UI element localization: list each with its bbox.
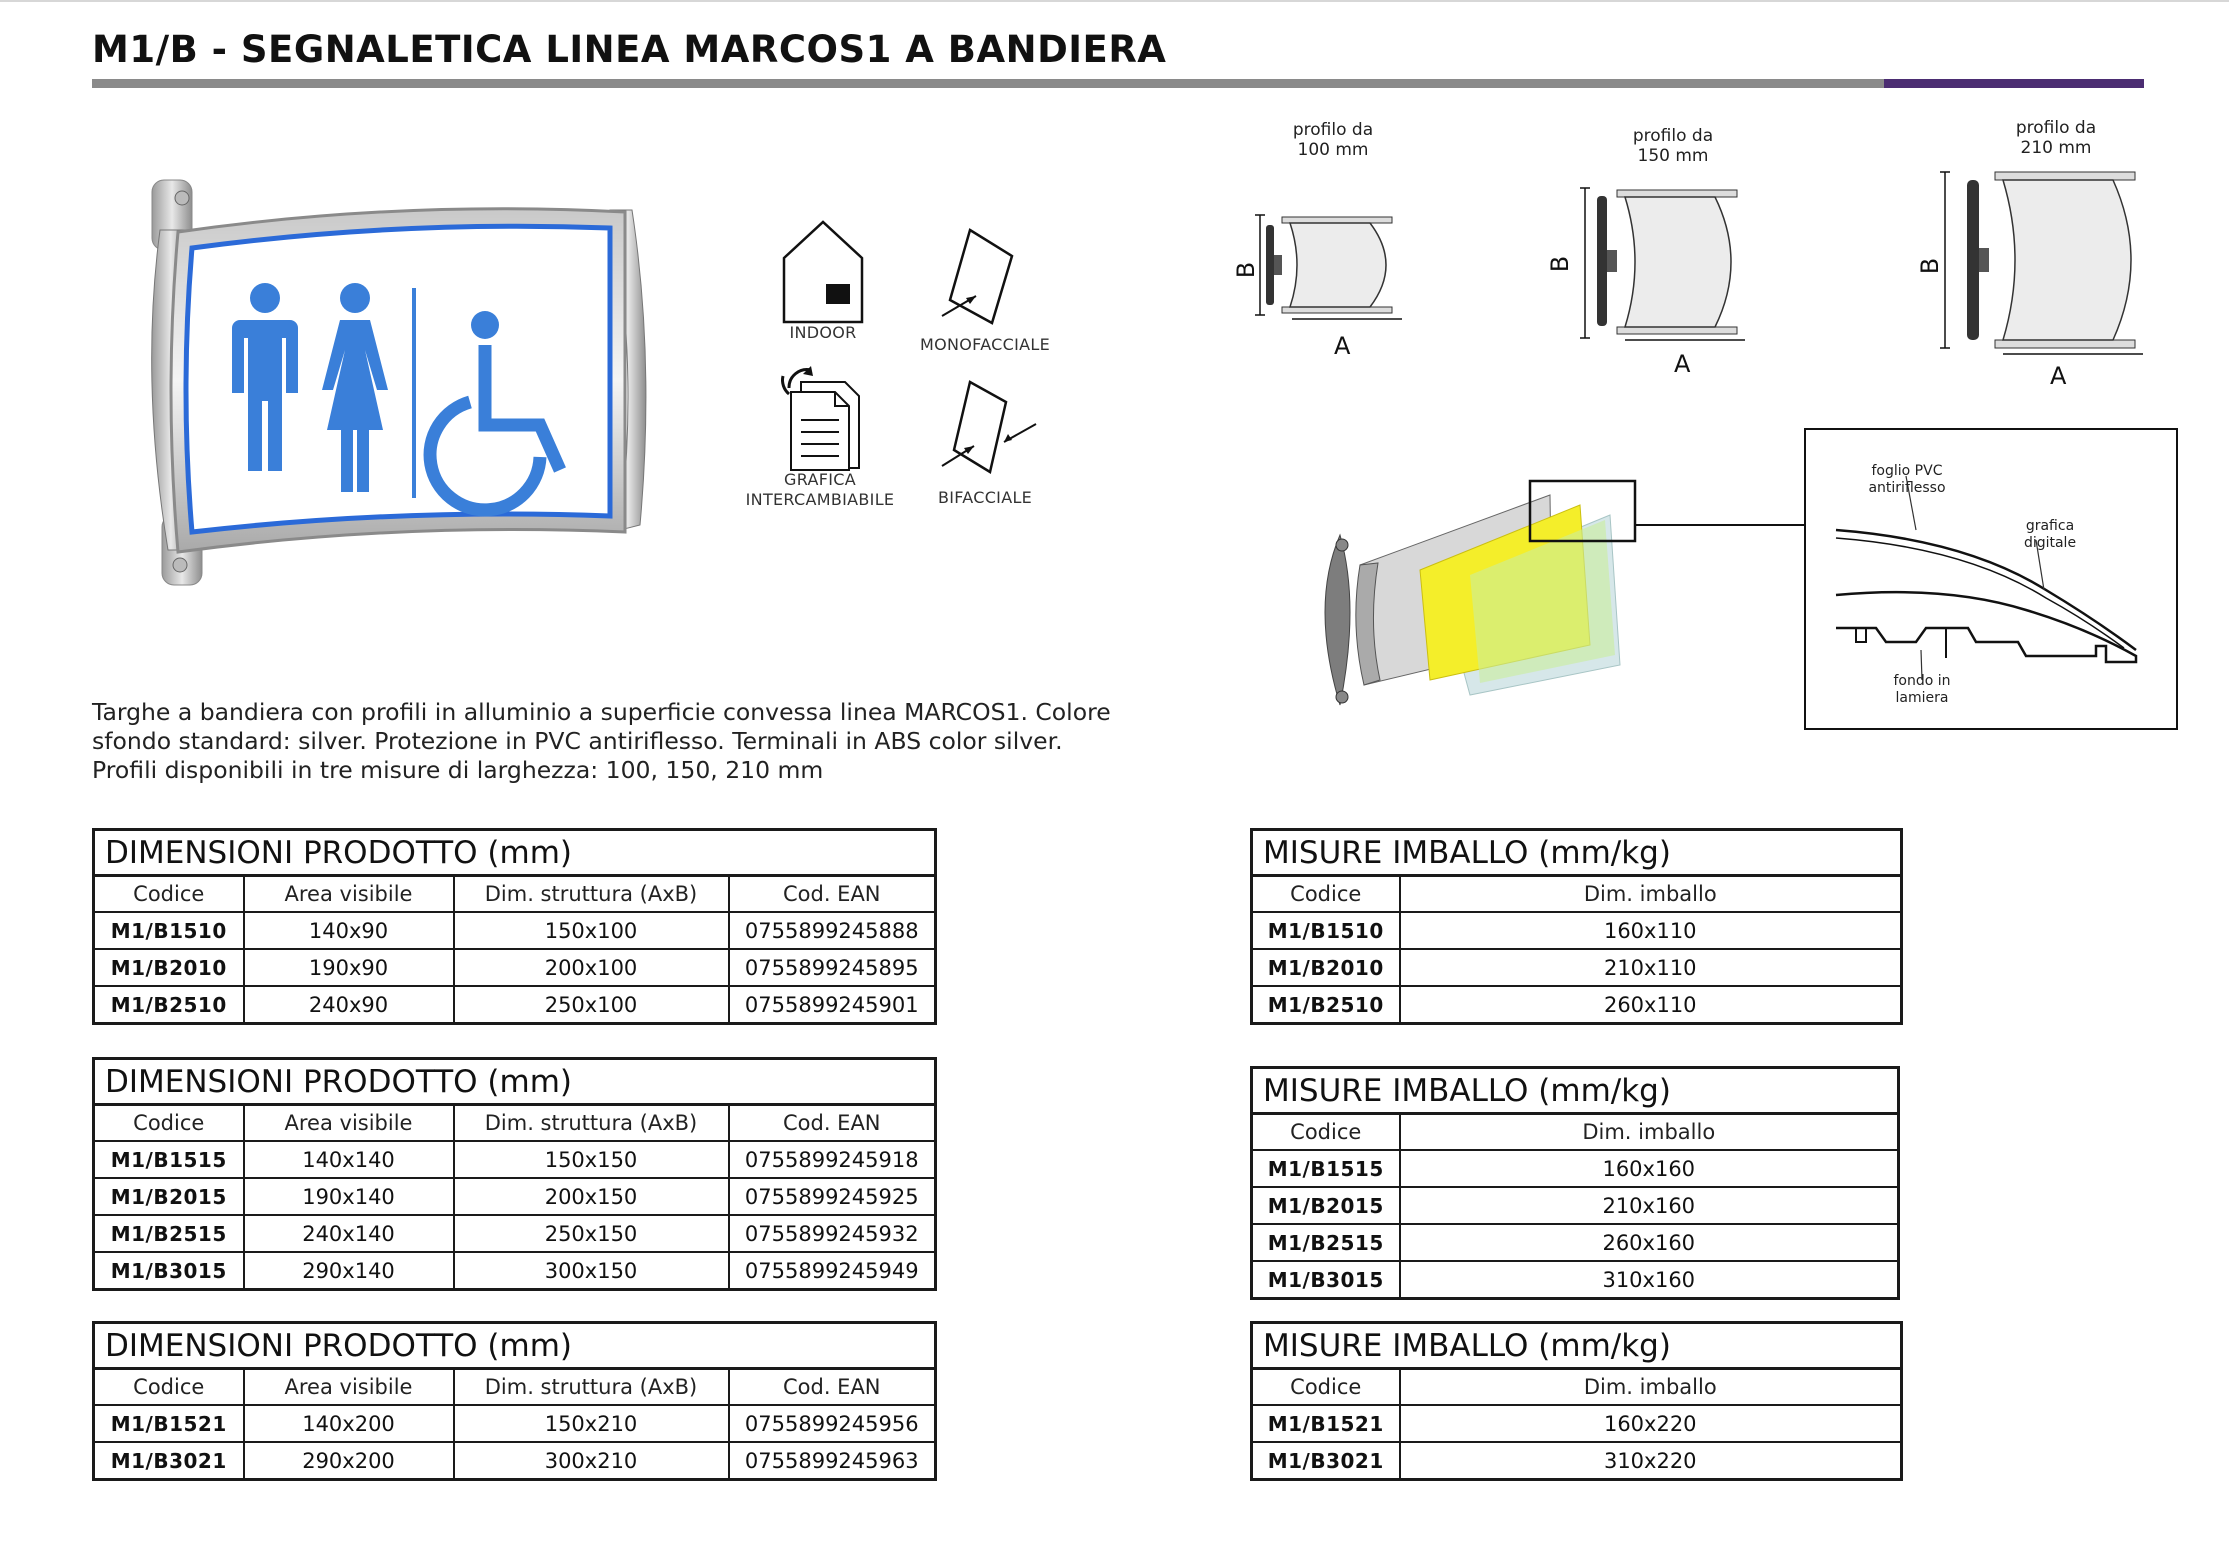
table-row: [1252, 1442, 1902, 1480]
detail-fondo-label: [1862, 673, 1982, 707]
header-imballo: Dim. imballo: [1400, 1114, 1899, 1151]
table-row: [1252, 986, 1902, 1024]
table-caption: MISURE IMBALLO (mm/kg): [1252, 1068, 1899, 1114]
cell-code: M1/B3015: [94, 1252, 244, 1290]
cell-code: M1/B2015: [1252, 1187, 1400, 1224]
profile-150-a: A: [1674, 350, 1691, 378]
cell-ean: 0755899245925: [729, 1178, 936, 1215]
header-ean: Cod. EAN: [729, 1369, 936, 1406]
cell-code: M1/B3021: [94, 1442, 244, 1480]
table-row: [1252, 1261, 1899, 1299]
exploded-view: [1320, 475, 1640, 725]
detail-grafica-line1: grafica: [2025, 518, 2075, 534]
intercambiabile-label: INTERCAMBIABILE: [745, 490, 895, 509]
cell-struttura: 300x210: [454, 1442, 729, 1480]
cell-imballo: 310x220: [1400, 1442, 1902, 1480]
header-ean: Cod. EAN: [729, 1105, 936, 1142]
header-area: Area visibile: [244, 1369, 454, 1406]
detail-fondo-line2: lamiera: [1895, 690, 1949, 706]
cell-imballo: 260x110: [1400, 986, 1902, 1024]
cell-struttura: 150x100: [454, 912, 729, 949]
profile-100-b: B: [1232, 261, 1261, 279]
table-row: [94, 1215, 936, 1252]
title-rule-purple: [1884, 79, 2144, 88]
cell-area: 190x140: [244, 1178, 454, 1215]
header-struttura: Dim. struttura (AxB): [454, 876, 729, 913]
cell-code: M1/B2515: [1252, 1224, 1400, 1261]
cell-code: M1/B1521: [94, 1405, 244, 1442]
cell-code: M1/B3021: [1252, 1442, 1400, 1480]
indoor-icon: [780, 218, 866, 326]
cell-ean: 0755899245949: [729, 1252, 936, 1290]
product-table-3: [92, 1321, 937, 1481]
cell-imballo: 160x110: [1400, 912, 1902, 949]
profile-210-label: [1993, 118, 2119, 158]
cell-struttura: 150x150: [454, 1141, 729, 1178]
profile-150-b: B: [1546, 255, 1575, 273]
cell-code: M1/B1521: [1252, 1405, 1400, 1442]
profile-210-a: A: [2050, 362, 2067, 390]
cell-imballo: 160x160: [1400, 1150, 1899, 1187]
table-caption: MISURE IMBALLO (mm/kg): [1252, 830, 1902, 876]
cell-area: 290x140: [244, 1252, 454, 1290]
grafica-label-block: [740, 470, 900, 510]
callout-line: [1635, 524, 1805, 526]
detail-grafica-label: [1990, 518, 2110, 552]
cell-struttura: 300x150: [454, 1252, 729, 1290]
cell-imballo: 310x160: [1400, 1261, 1899, 1299]
monofacciale-icon: [940, 228, 1030, 328]
cell-area: 190x90: [244, 949, 454, 986]
cell-ean: 0755899245901: [729, 986, 936, 1024]
profile-150-diagram: [1575, 182, 1755, 342]
profile-210-line1: profilo da: [2015, 118, 2097, 138]
table-row: [1252, 912, 1902, 949]
header-codice: Codice: [1252, 1114, 1400, 1151]
product-table-1: [92, 828, 937, 1025]
header-ean: Cod. EAN: [729, 876, 936, 913]
profile-100-label: [1270, 120, 1396, 160]
profile-100-line2: 100 mm: [1297, 140, 1369, 160]
profile-100-line1: profilo da: [1292, 120, 1374, 140]
profile-210-line2: 210 mm: [2020, 138, 2092, 158]
product-table-2: [92, 1057, 937, 1291]
cell-struttura: 250x100: [454, 986, 729, 1024]
monofacciale-label: MONOFACCIALE: [920, 335, 1050, 354]
header-codice: Codice: [94, 876, 244, 913]
header-struttura: Dim. struttura (AxB): [454, 1369, 729, 1406]
header-codice: Codice: [1252, 876, 1400, 913]
pack-table-2: [1250, 1066, 1900, 1300]
profile-210-b: B: [1916, 257, 1945, 275]
grafica-intercambiabile-icon: [775, 362, 875, 472]
header-codice: Codice: [94, 1105, 244, 1142]
title-rule-grey: [92, 79, 1884, 88]
cell-struttura: 150x210: [454, 1405, 729, 1442]
cell-code: M1/B2015: [94, 1178, 244, 1215]
detail-fondo-line1: fondo in: [1893, 673, 1951, 689]
cell-imballo: 160x220: [1400, 1405, 1902, 1442]
cell-struttura: 200x150: [454, 1178, 729, 1215]
table-caption: DIMENSIONI PRODOTTO (mm): [94, 1059, 936, 1105]
cell-area: 240x140: [244, 1215, 454, 1252]
table-row: [94, 1141, 936, 1178]
table-row: [94, 1252, 936, 1290]
table-row: [94, 1178, 936, 1215]
table-row: [94, 1405, 936, 1442]
header-area: Area visibile: [244, 876, 454, 913]
indoor-label: INDOOR: [789, 323, 857, 342]
header-codice: Codice: [94, 1369, 244, 1406]
cell-ean: 0755899245932: [729, 1215, 936, 1252]
detail-foglio-line2: antiriflesso: [1868, 480, 1946, 496]
cell-ean: 0755899245895: [729, 949, 936, 986]
cell-code: M1/B1515: [94, 1141, 244, 1178]
profile-150-line1: profilo da: [1632, 126, 1714, 146]
pack-table-1: [1250, 828, 1903, 1025]
table-row: [1252, 1150, 1899, 1187]
cell-imballo: 210x160: [1400, 1187, 1899, 1224]
cell-area: 140x200: [244, 1405, 454, 1442]
detail-foglio-line1: foglio PVC: [1871, 463, 1943, 479]
cell-imballo: 260x160: [1400, 1224, 1899, 1261]
cell-code: M1/B1510: [94, 912, 244, 949]
cell-code: M1/B2010: [1252, 949, 1400, 986]
table-caption: DIMENSIONI PRODOTTO (mm): [94, 830, 936, 876]
cell-code: M1/B2515: [94, 1215, 244, 1252]
detail-grafica-line2: digitale: [2023, 535, 2077, 551]
table-row: [1252, 1187, 1899, 1224]
page-title: M1/B - SEGNALETICA LINEA MARCOS1 A BANDIERA: [92, 28, 1167, 71]
detail-foglio-label: [1842, 463, 1972, 497]
cell-ean: 0755899245888: [729, 912, 936, 949]
top-border: [0, 0, 2229, 2]
product-description: Targhe a bandiera con profili in alluminio a superficie convessa linea MARCOS1. Colore sfondo standard: silver. Protezione in PVC antiriflesso. Terminali in ABS color silver. Profili disponibili in tre misure di larghezza: 100, 150, 210 mm: [92, 698, 1111, 784]
table-row: [94, 1442, 936, 1480]
table-caption: DIMENSIONI PRODOTTO (mm): [94, 1323, 936, 1369]
header-area: Area visibile: [244, 1105, 454, 1142]
cell-code: M1/B2010: [94, 949, 244, 986]
pack-table-3: [1250, 1321, 1903, 1481]
cell-ean: 0755899245963: [729, 1442, 936, 1480]
profile-150-line2: 150 mm: [1637, 146, 1709, 166]
cell-ean: 0755899245918: [729, 1141, 936, 1178]
cell-imballo: 210x110: [1400, 949, 1902, 986]
table-caption: MISURE IMBALLO (mm/kg): [1252, 1323, 1902, 1369]
header-struttura: Dim. struttura (AxB): [454, 1105, 729, 1142]
cell-area: 240x90: [244, 986, 454, 1024]
table-row: [1252, 949, 1902, 986]
profile-100-diagram: [1252, 205, 1412, 325]
profile-100-a: A: [1334, 332, 1351, 360]
table-row: [94, 912, 936, 949]
cell-code: M1/B3015: [1252, 1261, 1400, 1299]
cell-code: M1/B1510: [1252, 912, 1400, 949]
cell-area: 290x200: [244, 1442, 454, 1480]
bifacciale-icon: [940, 380, 1040, 480]
header-imballo: Dim. imballo: [1400, 1369, 1902, 1406]
cell-code: M1/B1515: [1252, 1150, 1400, 1187]
header-imballo: Dim. imballo: [1400, 876, 1902, 913]
table-row: [94, 949, 936, 986]
cell-area: 140x140: [244, 1141, 454, 1178]
cell-code: M1/B2510: [1252, 986, 1400, 1024]
product-photo: [140, 170, 660, 590]
cell-ean: 0755899245956: [729, 1405, 936, 1442]
cell-area: 140x90: [244, 912, 454, 949]
grafica-label: GRAFICA: [784, 470, 856, 489]
profile-210-diagram: [1935, 168, 2155, 358]
table-row: [1252, 1224, 1899, 1261]
table-row: [1252, 1405, 1902, 1442]
bifacciale-label: BIFACCIALE: [937, 488, 1033, 507]
cell-struttura: 250x150: [454, 1215, 729, 1252]
table-row: [94, 986, 936, 1024]
cell-struttura: 200x100: [454, 949, 729, 986]
header-codice: Codice: [1252, 1369, 1400, 1406]
profile-150-label: [1610, 126, 1736, 166]
cell-code: M1/B2510: [94, 986, 244, 1024]
